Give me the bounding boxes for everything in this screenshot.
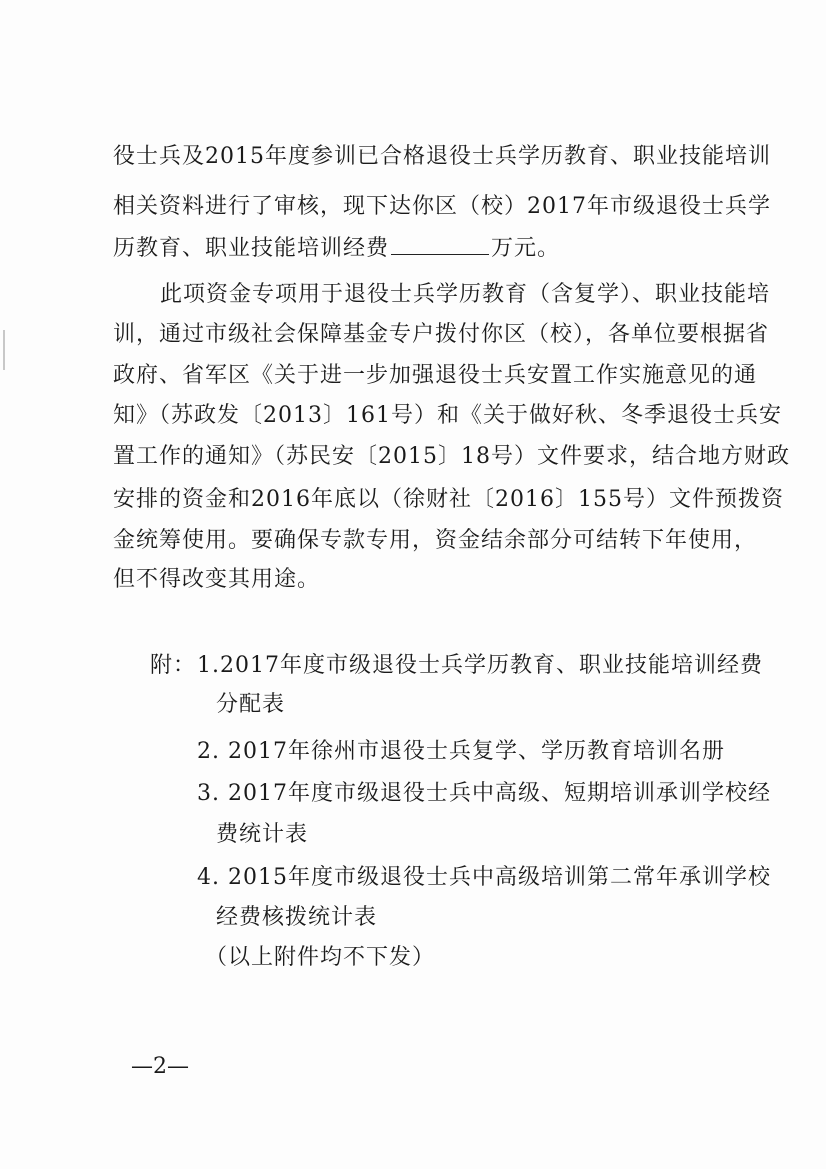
amount-blank: [391, 234, 489, 255]
paragraph2-line4: 知》（苏政发〔2013〕161号）和《关于做好秋、冬季退役士兵安: [113, 403, 782, 428]
scan-edge-mark: [3, 330, 5, 370]
paragraph2-line7: 金统筹使用。要确保专款专用，资金结余部分可结转下年使用，: [113, 528, 758, 553]
paragraph1-line1: 役士兵及2015年度参训已合格退役士兵学历教育、职业技能培训: [113, 144, 771, 169]
attachment-item1-line2: 分配表: [216, 692, 286, 717]
attachment-item3-line2: 费统计表: [216, 822, 309, 847]
page-number: —2—: [131, 1054, 189, 1079]
paragraph2-line5: 置工作的通知》（苏民安〔2015〕18号）文件要求，结合地方财政: [113, 444, 790, 469]
attachment-item3-line1: 3. 2017年度市级退役士兵中高级、短期培训承训学校经: [197, 781, 771, 806]
paragraph2-line6: 安排的资金和2016年底以（徐财社〔2016〕155号）文件预拨资: [113, 487, 784, 512]
attachment-item4-line1: 4. 2015年度市级退役士兵中高级培训第二常年承训学校: [197, 865, 771, 890]
paragraph1-line2: 相关资料进行了审核，现下达你区（校）2017年市级退役士兵学: [113, 194, 771, 219]
paragraph2-line3: 政府、省军区《关于进一步加强退役士兵安置工作实施意见的通: [113, 363, 758, 388]
paragraph2-line1: 此项资金专项用于退役士兵学历教育（含复学）、职业技能培: [160, 282, 771, 307]
attachments-prefix: 附：: [150, 653, 197, 678]
paragraph1-line3: [113, 234, 560, 263]
paragraph1-line3-unit: 万元。: [491, 236, 561, 261]
attachment-item4-line2: 经费核拨统计表: [216, 905, 378, 930]
attachments-note: （以上附件均不下发）: [205, 945, 436, 970]
attachment-item1-line1: 1.2017年度市级退役士兵学历教育、职业技能培训经费: [197, 653, 763, 678]
attachment-item2: 2. 2017年徐州市退役士兵复学、学历教育培训名册: [197, 739, 725, 764]
paragraph1-line3-text: 历教育、职业技能培训经费: [113, 236, 390, 261]
paragraph2-line2: 训，通过市级社会保障基金专户拨付你区（校），各单位要根据省: [113, 322, 770, 347]
paragraph2-line8: 但不得改变其用途。: [113, 567, 321, 592]
